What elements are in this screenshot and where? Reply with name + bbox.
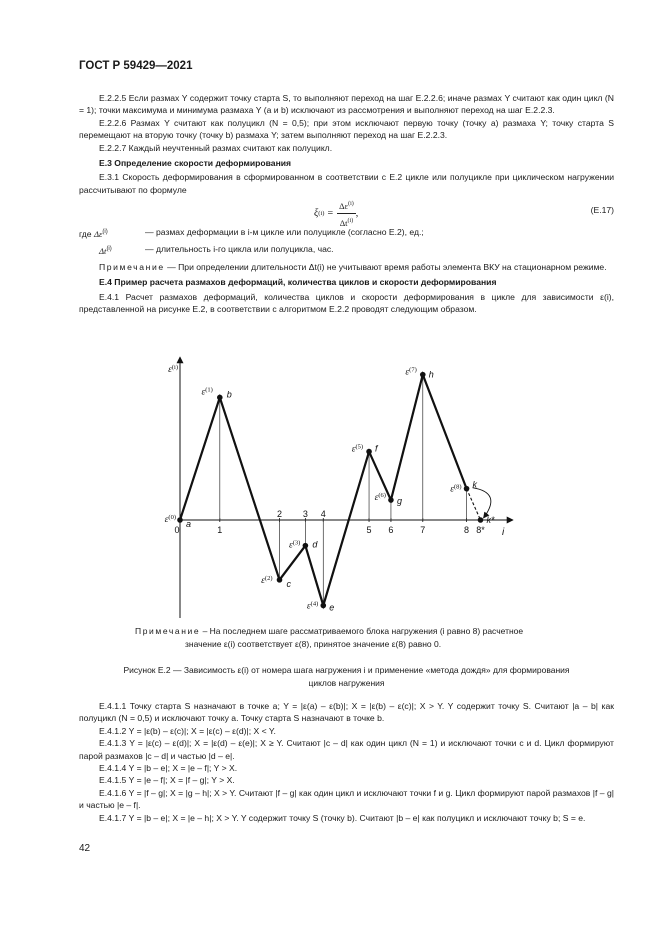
- y-axis-label: $\varepsilon^{(i)}$: [168, 363, 178, 375]
- figure-note-text-1: – На последнем шаге рассматриваемого блока нагружения (i равно 8) расчетное: [200, 626, 524, 636]
- figure-caption-line-2: циклов нагружения: [308, 677, 385, 688]
- paragraph-e41: Е.4.1 Расчет размахов деформаций, количества циклов и скорости деформирования в цикле для зависимости ε(i), представленной на рисунке Е.2, в соответствии с алгоритмом Е.2.2 проводят следующим образом.: [79, 291, 614, 314]
- def-symbol: Δt: [99, 245, 107, 256]
- chart-labels: [165, 364, 505, 613]
- data-point-f: [366, 449, 372, 455]
- data-point-g: [388, 497, 394, 503]
- paragraph-e226: Е.2.2.6 Размах Y считают как полуцикл (N = 0,5); при этом исключают первую точку (точку a) размаха Y; точку старта S перемещают на вторую точку (точку b) размаха Y; затем выполняют переход на шаг Е.2.2.3.: [79, 117, 614, 141]
- paragraph-e31: Е.3.1 Скорость деформирования в сформированном в соответствии с Е.2 цикле или полуцикле при циклическом нагружении рассчитывают по формуле: [79, 172, 614, 195]
- paragraph-e4114: Е.4.1.4 Y = |b – e|; X = |e – f|; Y > X.: [99, 763, 238, 774]
- point-value-label-g: $\varepsilon^{(6)}$: [374, 491, 386, 504]
- section-heading-e4: Е.4 Пример расчета размахов деформаций, количества циклов и скорости деформирования: [99, 277, 497, 288]
- paragraph-e227: Е.2.2.7 Каждый неучтенный размах считают как полуцикл.: [99, 142, 333, 153]
- data-point-k: [464, 486, 470, 492]
- formula-num-sup: (i): [348, 201, 354, 208]
- x-tick-label: 7: [420, 525, 426, 535]
- paragraph-e4111: Е.4.1.1 Точку старта S назначают в точке a; Y = |ε(a) – ε(b)|; X = |ε(b) – ε(c)|; X > Y. Y содержит точку S. Считают |a – b| как полуцикл (N = 0,5) и исключают точку a. Точку старта S назначают в точке b.: [79, 701, 614, 724]
- def-symbol-sup: (i): [106, 245, 112, 252]
- chart-series: [177, 369, 491, 608]
- point-label-e: e: [329, 602, 335, 613]
- note-text: — При определении длительности Δt(i) не учитывают время работы элемента ВКУ на стационарном режиме.: [164, 261, 607, 272]
- point-label-b: b: [226, 389, 232, 400]
- point-label-g: g: [396, 496, 402, 507]
- paragraph-e4116: Е.4.1.6 Y = |f – g|; X = |g – h|; X > Y. Считают |f – g| как один цикл и исключают точки f и g. Цикл формируют парой размахов |f – g| и частью |e – f|.: [79, 787, 614, 811]
- x-tick-label: 8*: [476, 525, 485, 535]
- point-value-label-h: $\varepsilon^{(7)}$: [405, 366, 417, 378]
- x-tick-label: 8: [464, 525, 470, 535]
- data-point-h: [420, 372, 426, 378]
- formula-tail: ,: [355, 207, 359, 219]
- formula-eq: =: [327, 207, 334, 219]
- formula-lhs: ξ: [314, 207, 319, 219]
- bottom-text-block: [79, 700, 614, 824]
- data-point-b: [217, 395, 223, 401]
- formula-lhs-sup: (i): [318, 209, 325, 217]
- point-label-k*: k*: [486, 515, 495, 525]
- projection-dashed-line: [467, 489, 481, 520]
- data-point-d: [303, 543, 309, 549]
- data-point-c: [277, 577, 283, 583]
- x-tick-label: 5: [366, 525, 372, 535]
- data-point-k*: [478, 517, 484, 523]
- point-label-k: k: [472, 479, 478, 490]
- x-tick-label: 3: [302, 509, 308, 519]
- x-axis-label: i: [502, 527, 505, 538]
- def-text: — длительность i-го цикла или полуцикла, час.: [145, 243, 334, 254]
- point-value-label-b: $\varepsilon^{(1)}$: [201, 385, 213, 398]
- note-label: Примечание: [99, 261, 165, 272]
- point-value-label-k: $\varepsilon^{(8)}$: [450, 483, 462, 495]
- point-label-a: a: [186, 519, 192, 529]
- x-tick-label: 0: [174, 525, 180, 535]
- x-tick-label: 6: [388, 525, 394, 535]
- formula-denominator: Δt: [339, 218, 348, 229]
- point-value-label-a: $\varepsilon^{(0)}$: [164, 513, 176, 525]
- x-tick-label: 1: [217, 525, 223, 535]
- point-label-h: h: [428, 369, 434, 380]
- data-point-e: [320, 603, 326, 609]
- page-number: 42: [79, 843, 91, 854]
- formula-numerator: Δε: [339, 201, 349, 212]
- point-value-label-f: $\varepsilon^{(5)}$: [351, 443, 364, 455]
- x-tick-label: 4: [320, 509, 326, 519]
- figure-caption: [79, 664, 614, 689]
- formula-den-sup: (i): [347, 218, 354, 225]
- point-label-c: c: [286, 578, 291, 589]
- equation-number: (Е.17): [590, 205, 614, 216]
- point-label-f: f: [375, 443, 378, 454]
- chart-guides: [220, 375, 470, 606]
- figure-note-line-2: значение ε(i) соответствует ε(8), принятое значение ε(8) равно 0.: [185, 638, 442, 649]
- point-value-label-d: $\varepsilon^{(3)}$: [289, 539, 301, 551]
- x-tick-label: 2: [276, 509, 283, 519]
- point-value-label-c: $\varepsilon^{(2)}$: [261, 574, 273, 586]
- paragraph-e225: Е.2.2.5 Если размах Y содержит точку старта S, то выполняют переход на шаг Е.2.2.6; иначе размах Y считают как один цикл (N = 1); точки максимума и минимума размаха Y (a и b) исключают из рассмотрения и выполняют переход на шаг Е.2.2.3.: [79, 93, 614, 116]
- section-heading-e3: Е.3 Определение скорости деформирования: [99, 158, 292, 169]
- figure-caption-line-1: Рисунок Е.2 — Зависимость ε(i) от номера шага нагружения i и применение «метода дождя» для формирования: [123, 665, 570, 675]
- def-prefix: где: [79, 229, 94, 240]
- figure-note-label: Примечание: [135, 626, 201, 636]
- def-symbol: Δε: [93, 229, 103, 240]
- figure-note: [135, 625, 565, 650]
- paragraph-e4113: Е.4.1.3 Y = |ε(c) – ε(d)|; X = |ε(d) – ε(e)|; X ≥ Y. Считают |c – d| как один цикл (N = 1) и исключают точки c и d. Цикл формируют парой размахов |c – d| и частью |d – e|.: [79, 738, 614, 761]
- figure-note-line-1: [135, 625, 565, 638]
- paragraph-e4115: Е.4.1.5 Y = |e – f|; X = |f – g|; Y > X.: [99, 775, 235, 786]
- page-header: ГОСТ Р 59429—2021: [79, 60, 193, 72]
- paragraph-e4117: Е.4.1.7 Y = |b – e|; X = |e – h|; X > Y. Y содержит точку S (точку b). Считают |b – e| как полуцикл и исключают точку b; S = e.: [99, 812, 586, 823]
- point-value-label-e: $\varepsilon^{(4)}$: [306, 600, 319, 612]
- point-label-d: d: [312, 539, 318, 550]
- def-symbol-sup: (i): [102, 229, 108, 236]
- def-text: — размах деформации в i-м цикле или полуцикле (согласно Е.2), ед.;: [145, 227, 424, 238]
- rain-arrow: [473, 488, 491, 518]
- data-point-a: [177, 517, 183, 523]
- paragraph-e4112: Е.4.1.2 Y = |ε(b) – ε(c)|; X = |ε(c) – ε(d)|; X < Y.: [99, 725, 276, 736]
